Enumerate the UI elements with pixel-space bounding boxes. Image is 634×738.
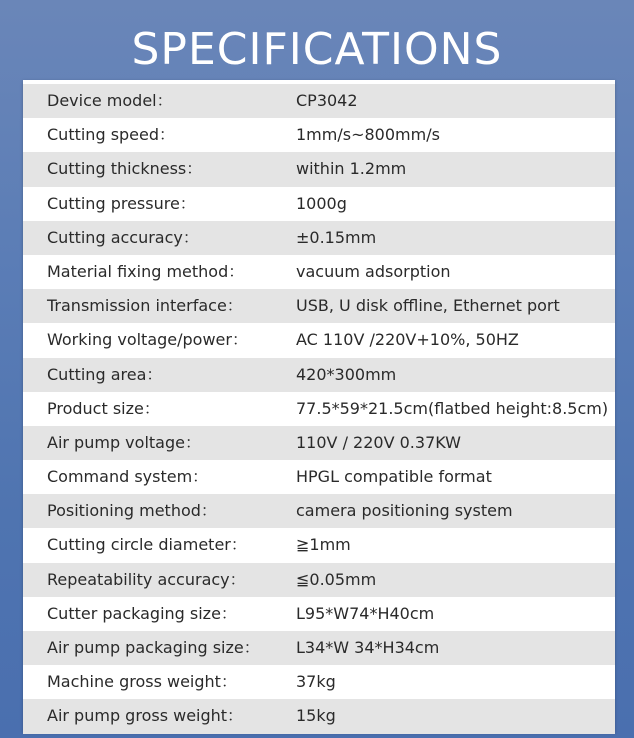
spec-label: Air pump gross weight： [47,706,244,726]
spec-value: ≧1mm [296,535,351,555]
spec-row [23,289,615,323]
spec-row [23,665,615,699]
spec-value: CP3042 [296,91,358,110]
spec-value: within 1.2mm [296,159,407,179]
spec-value: HPGL compatible format [296,467,492,487]
spec-label: Cutting circle diameter： [47,535,247,555]
spec-row [23,221,615,255]
spec-value: 37kg [296,672,336,692]
spec-label: Transmission interface： [47,296,243,316]
spec-label: Cutting speed： [47,125,176,145]
spec-label: Repeatability accuracy： [47,569,246,589]
spec-label: Device model： [47,91,173,110]
spec-row [23,187,615,221]
specifications-table [23,80,615,732]
spec-value: AC 110V /220V+10%, 50HZ [296,330,519,350]
spec-row [23,358,615,392]
spec-row [23,597,615,631]
spec-row [23,118,615,152]
spec-value: 420*300mm [296,364,397,384]
spec-label: Cutting accuracy： [47,227,199,247]
spec-value: ±0.15mm [296,227,377,247]
page-title: SPECIFICATIONS [131,24,503,75]
spec-value: L34*W 34*H34cm [296,638,440,657]
spec-label: Air pump voltage： [47,432,201,452]
spec-row [23,494,615,528]
spec-rows [23,84,615,734]
spec-label: Command system： [47,467,209,487]
spec-label: Product size： [47,398,160,418]
spec-label: Cutter packaging size： [47,603,237,623]
spec-row [23,460,615,494]
spec-label: Machine gross weight： [47,672,237,692]
spec-value: 1000g [296,193,347,213]
spec-label: Cutting pressure： [47,193,196,213]
spec-value: vacuum adsorption [296,261,451,281]
spec-value: 110V / 220V 0.37KW [296,432,461,452]
spec-value: L95*W74*H40cm [296,603,435,623]
spec-row [23,563,615,597]
spec-value: 1mm/s~800mm/s [296,125,440,145]
spec-row [23,323,615,357]
spec-row [23,426,615,460]
spec-value: ≦0.05mm [296,569,377,589]
spec-row [23,392,615,426]
spec-value: 15kg [296,706,336,726]
spec-label: Cutting thickness： [47,159,203,179]
spec-label: Material fixing method： [47,261,245,281]
spec-row [23,528,615,562]
spec-value: 77.5*59*21.5cm(flatbed height:8.5cm) [296,398,609,418]
spec-row [23,84,615,118]
spec-value: camera positioning system [296,501,513,521]
spec-row [23,631,615,665]
spec-label: Cutting area： [47,364,163,384]
spec-label: Positioning method： [47,501,217,521]
spec-label: Air pump packaging size： [47,638,260,657]
spec-row [23,255,615,289]
spec-row [23,152,615,186]
spec-value: USB, U disk offline, Ethernet port [296,296,560,316]
spec-row [23,699,615,733]
spec-label: Working voltage/power： [47,330,248,350]
